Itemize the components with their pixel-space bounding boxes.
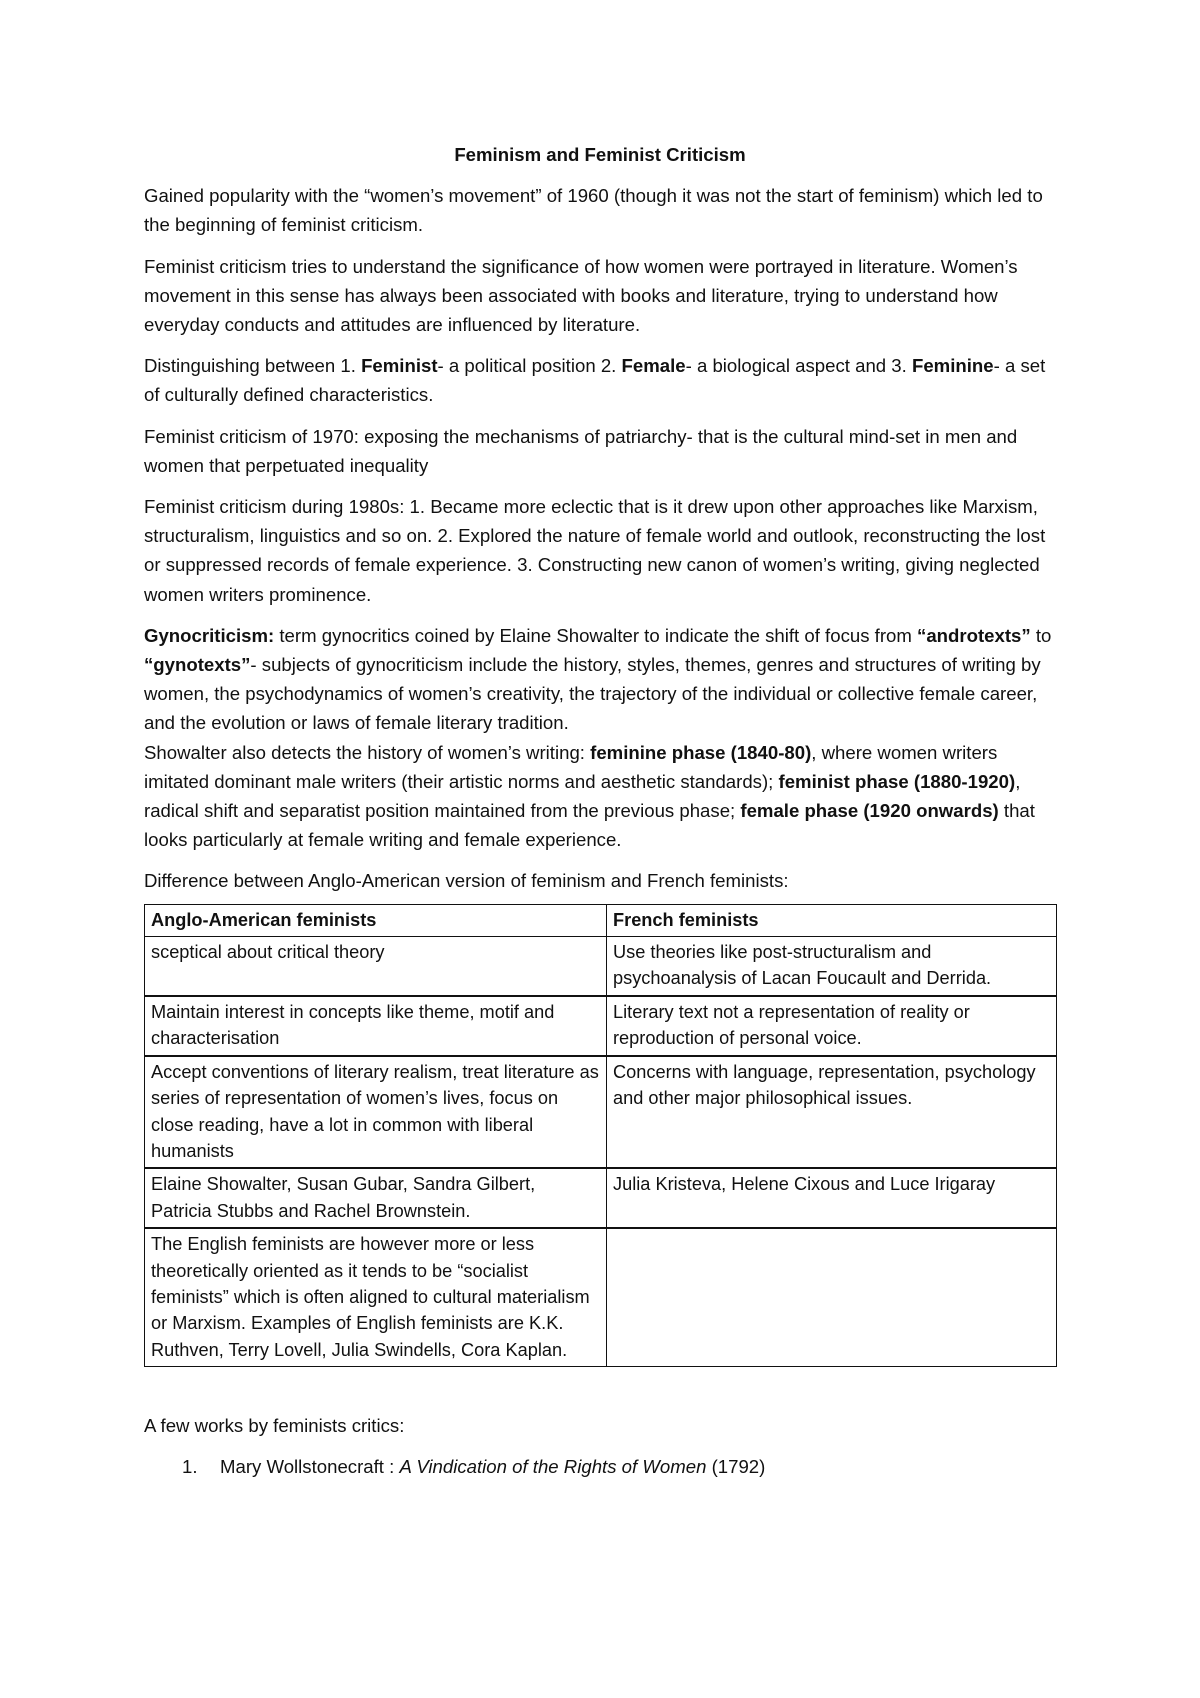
paragraph-feminist-criticism: Feminist criticism tries to understand the significance of how women were portrayed in literature. Women’s movement in this sense has always been associated with books and literature, trying to understand how everyday conducts and attitudes are influenced by literature. bbox=[144, 255, 1018, 336]
table-cell-empty bbox=[607, 1228, 1057, 1367]
table-row bbox=[145, 1056, 1057, 1169]
table-row bbox=[145, 1228, 1057, 1367]
table-cell: Literary text not a representation of reality or reproduction of personal voice. bbox=[607, 996, 1057, 1056]
table-row bbox=[145, 937, 1057, 996]
table-row bbox=[145, 1168, 1057, 1228]
table-cell: Concerns with language, representation, psychology and other major philosophical issues. bbox=[607, 1056, 1057, 1169]
table-cell: Julia Kristeva, Helene Cixous and Luce Irigaray bbox=[607, 1168, 1057, 1228]
term-female: Female bbox=[621, 355, 686, 377]
table-cell: Use theories like post-structuralism and psychoanalysis of Lacan Foucault and Derrida. bbox=[607, 937, 1057, 996]
work-title: A Vindication of the Rights of Women bbox=[399, 1456, 707, 1478]
comparison-table bbox=[144, 904, 1057, 1368]
text-run: - subjects of gynocriticism include the history, styles, themes, genres and structures of writing by women, the psychodynamics of women’s creativity, the trajectory of the individual or collective female career, and the evolution or laws of female literary tradition. bbox=[144, 654, 1041, 734]
table-cell: Elaine Showalter, Susan Gubar, Sandra Gilbert, Patricia Stubbs and Rachel Brownstein. bbox=[145, 1168, 607, 1228]
table-header-anglo-american: Anglo-American feminists bbox=[145, 904, 607, 936]
works-list bbox=[144, 1452, 1056, 1481]
paragraph-1980s: Feminist criticism during 1980s: 1. Became more eclectic that is it drew upon other approaches like Marxism, structuralism, linguistics and so on. 2. Explored the nature of female world and outlook, reconstructing the lost or suppressed records of female experience. 3. Constructing new canon of women’s writing, giving neglected women writers prominence. bbox=[144, 496, 1046, 605]
table-cell: Accept conventions of literary realism, treat literature as series of representation of women’s lives, focus on close reading, have a lot in common with liberal humanists bbox=[145, 1056, 607, 1169]
text-run: - a political position 2. bbox=[437, 355, 622, 377]
term-feminist-phase: feminist phase (1880-1920) bbox=[778, 770, 1016, 792]
table-cell: sceptical about critical theory bbox=[145, 937, 607, 996]
document-page bbox=[144, 140, 1056, 1482]
paragraph-womens-movement: Gained popularity with the “women’s movement” of 1960 (though it was not the start of feminism) which led to the beginning of feminist criticism. bbox=[144, 185, 1043, 236]
table-header-row bbox=[145, 904, 1057, 936]
document-title: Feminism and Feminist Criticism bbox=[454, 144, 746, 165]
works-heading: A few works by feminists critics: bbox=[144, 1415, 405, 1437]
term-gynotexts: “gynotexts” bbox=[144, 654, 251, 676]
work-year: (1792) bbox=[706, 1456, 766, 1478]
paragraph-distinguishing bbox=[144, 351, 1056, 409]
work-author: Mary Wollstonecraft : bbox=[220, 1456, 400, 1478]
term-female-phase: female phase (1920 onwards) bbox=[740, 800, 999, 822]
text-run: Distinguishing between 1. bbox=[144, 355, 362, 377]
text-run: term gynocritics coined by Elaine Showalter to indicate the shift of focus from bbox=[274, 624, 918, 646]
list-item bbox=[144, 1452, 1056, 1481]
text-run: , radical shift and separatist position maintained from the previous phase; bbox=[144, 770, 1021, 822]
text-run: - a set of culturally defined characteristics. bbox=[144, 355, 1046, 406]
table-row bbox=[145, 996, 1057, 1056]
table-cell: Maintain interest in concepts like theme, motif and characterisation bbox=[145, 996, 607, 1056]
term-feminist: Feminist bbox=[361, 355, 438, 377]
text-run: , where women writers imitated dominant male writers (their artistic norms and aesthetic standards); bbox=[144, 741, 998, 792]
term-gynocriticism: Gynocriticism: bbox=[144, 624, 275, 646]
paragraph-showalter-phases bbox=[144, 738, 1056, 855]
table-cell: The English feminists are however more or less theoretically oriented as it tends to be “socialist feminists” which is often aligned to cultural materialism or Marxism. Examples of English feminists are K.K. Ruthven, Terry Lovell, Julia Swindells, Cora Kaplan. bbox=[145, 1228, 607, 1367]
text-run: Showalter also detects the history of women’s writing: bbox=[144, 741, 591, 763]
table-header-french: French feminists bbox=[607, 904, 1057, 936]
term-androtexts: “androtexts” bbox=[917, 624, 1031, 646]
text-run: that looks particularly at female writing and female experience. bbox=[144, 800, 1035, 851]
paragraph-gynocriticism bbox=[144, 621, 1056, 738]
term-feminine: Feminine bbox=[911, 355, 994, 377]
text-run: - a biological aspect and 3. bbox=[685, 355, 912, 377]
term-feminine-phase: feminine phase (1840-80) bbox=[590, 741, 812, 763]
paragraph-1970: Feminist criticism of 1970: exposing the mechanisms of patriarchy- that is the cultural mind-set in men and women that perpetuated inequality bbox=[144, 425, 1018, 476]
paragraph-difference: Difference between Anglo-American version of feminism and French feminists: bbox=[144, 870, 789, 892]
text-run: to bbox=[1030, 624, 1052, 646]
list-item-number: 1. bbox=[182, 1456, 198, 1478]
